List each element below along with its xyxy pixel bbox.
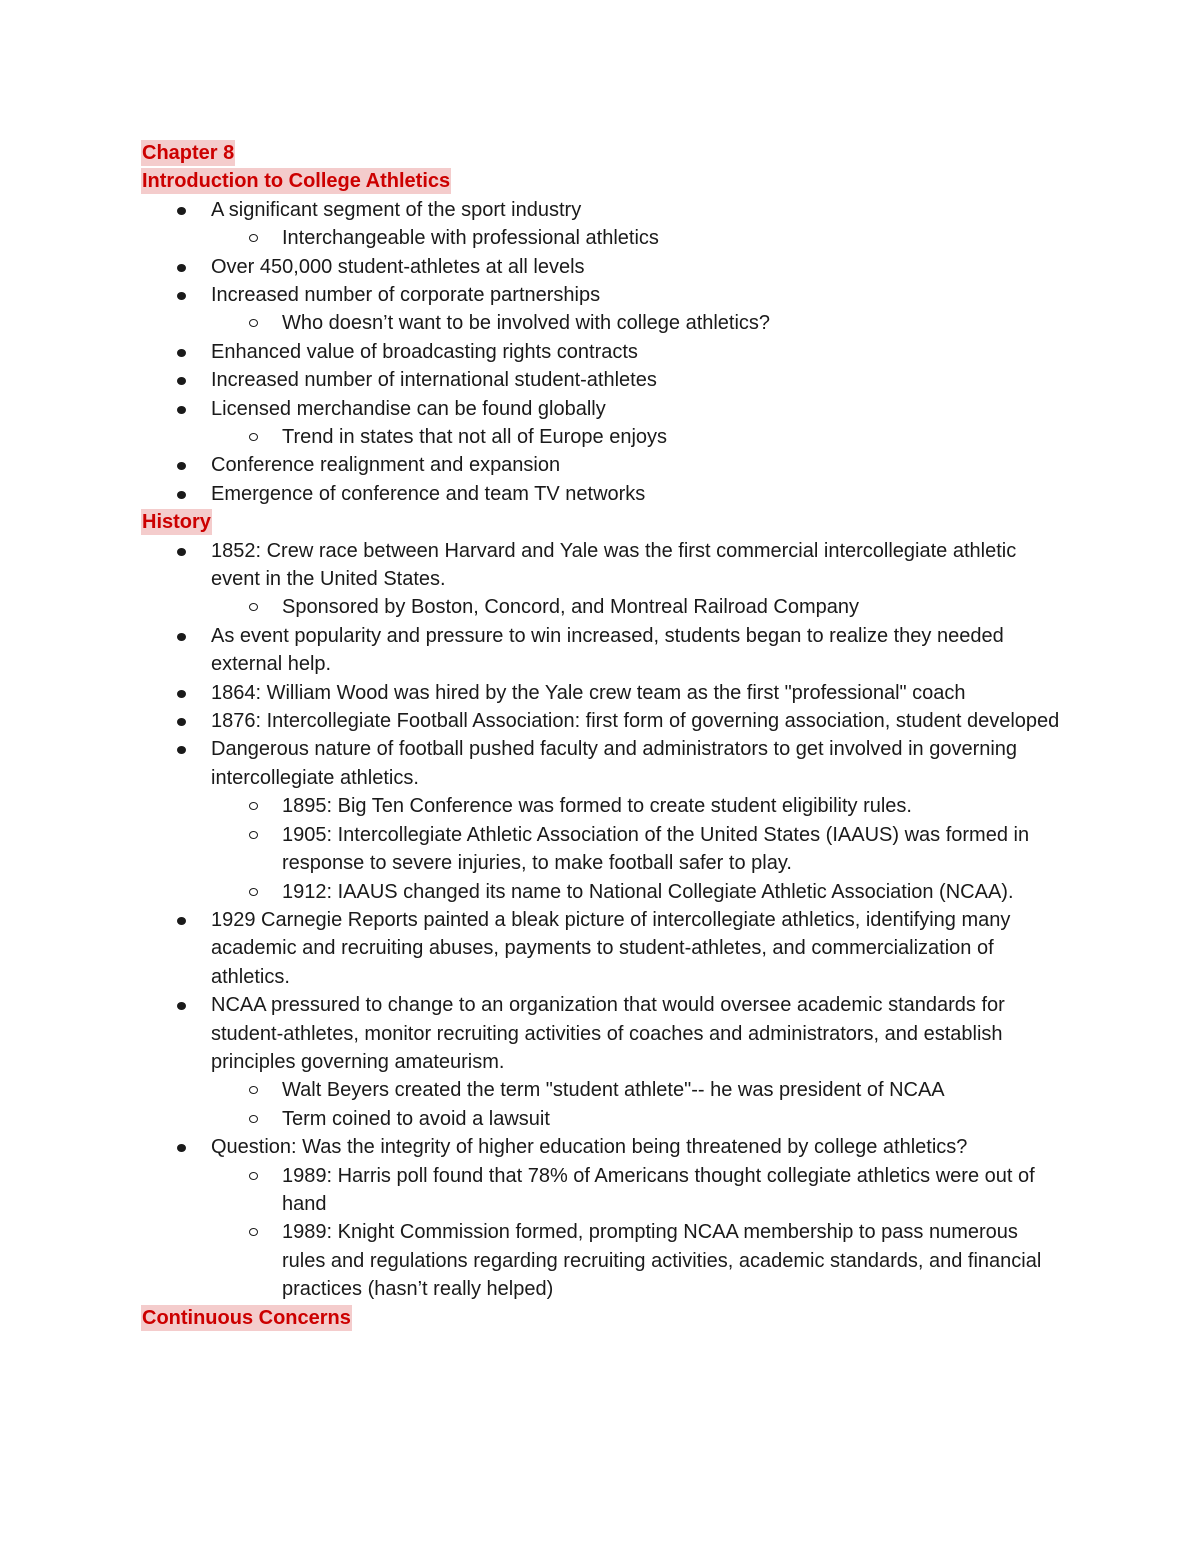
filled-bullet-icon xyxy=(177,207,186,215)
list-item-text: Over 450,000 student-athletes at all levels xyxy=(211,255,585,278)
section-heading: Continuous Concerns xyxy=(142,1306,351,1329)
list-item xyxy=(141,480,1061,508)
list-item xyxy=(141,679,1061,707)
sub-list-item-text: 1912: IAAUS changed its name to National Collegiate Athletic Association (NCAA). xyxy=(282,880,1014,903)
sub-list-item xyxy=(141,1162,1061,1219)
list-item-text: 1852: Crew race between Harvard and Yale was the first commercial intercollegiate athletic event in the United States. xyxy=(211,539,1017,591)
list-item xyxy=(141,196,1061,224)
filled-bullet-icon xyxy=(177,377,186,385)
list-item-text: 1929 Carnegie Reports painted a bleak picture of intercollegiate athletics, identifying many academic and recruiting abuses, payments to student-athletes, and commercialization of athletics. xyxy=(211,908,1011,988)
document-sections xyxy=(141,167,1061,1332)
hollow-bullet-icon xyxy=(249,603,258,611)
list-item-text: As event popularity and pressure to win increased, students began to realize they needed external help. xyxy=(211,624,1004,676)
list-item-text: A significant segment of the sport industry xyxy=(211,198,582,221)
list-item xyxy=(141,366,1061,394)
sub-list-item-text: Trend in states that not all of Europe enjoys xyxy=(282,426,668,449)
filled-bullet-icon xyxy=(177,718,186,726)
document-page xyxy=(141,139,1061,1332)
filled-bullet-icon xyxy=(177,746,186,754)
sub-list-item xyxy=(141,593,1061,621)
list-item-text: Emergence of conference and team TV networks xyxy=(211,482,646,505)
list-item-text: Licensed merchandise can be found globally xyxy=(211,397,606,420)
sub-list-item xyxy=(141,309,1061,337)
filled-bullet-icon xyxy=(177,349,186,357)
list-item xyxy=(141,707,1061,735)
filled-bullet-icon xyxy=(177,491,186,499)
list-item-text: Dangerous nature of football pushed faculty and administrators to get involved in governing intercollegiate athletics. xyxy=(211,738,1018,789)
filled-bullet-icon xyxy=(177,548,186,556)
list-item xyxy=(141,451,1061,479)
bullet-list xyxy=(141,196,1061,508)
list-item-text: 1864: William Wood was hired by the Yale crew team as the first "professional" coach xyxy=(211,681,966,704)
list-item-text: Enhanced value of broadcasting rights contracts xyxy=(211,340,638,363)
sub-list-item-text: 1989: Knight Commission formed, prompting NCAA membership to pass numerous rules and regulations regarding recruiting activities, academic standards, and financial practices (hasn’t really helped) xyxy=(282,1221,1042,1301)
hollow-bullet-icon xyxy=(249,1115,258,1123)
list-item xyxy=(141,906,1061,991)
hollow-bullet-icon xyxy=(249,1172,258,1180)
section-heading: History xyxy=(142,511,211,534)
list-item-text: Increased number of corporate partnerships xyxy=(211,284,601,306)
list-item xyxy=(141,395,1061,423)
sub-list-item xyxy=(141,792,1061,820)
filled-bullet-icon xyxy=(177,917,186,925)
hollow-bullet-icon xyxy=(249,831,258,839)
sub-list-item xyxy=(141,821,1061,878)
hollow-bullet-icon xyxy=(249,1086,258,1094)
list-item xyxy=(141,253,1061,281)
filled-bullet-icon xyxy=(177,1002,186,1010)
filled-bullet-icon xyxy=(177,292,186,300)
sub-list-item-text: Interchangeable with professional athletics xyxy=(282,227,659,250)
filled-bullet-icon xyxy=(177,406,186,414)
chapter-heading: Chapter 8 xyxy=(142,142,235,164)
list-item xyxy=(141,991,1061,1076)
filled-bullet-icon xyxy=(177,462,186,470)
list-item xyxy=(141,281,1061,309)
hollow-bullet-icon xyxy=(249,433,258,441)
sub-list-item-text: Who doesn’t want to be involved with college athletics? xyxy=(282,312,771,335)
filled-bullet-icon xyxy=(177,264,186,272)
list-item-text: Increased number of international student-athletes xyxy=(211,369,657,392)
section-heading: Introduction to College Athletics xyxy=(142,170,451,193)
filled-bullet-icon xyxy=(177,1144,186,1152)
sub-list-item xyxy=(141,1076,1061,1104)
list-item xyxy=(141,338,1061,366)
sub-list-item xyxy=(141,1218,1061,1303)
sub-list-item xyxy=(141,423,1061,451)
filled-bullet-icon xyxy=(177,690,186,698)
list-item-text: NCAA pressured to change to an organization that would oversee academic standards for student-athletes, monitor recruiting activities of coaches and administrators, and establish principles governing amateurism. xyxy=(211,994,1005,1073)
sub-list-item-text: Sponsored by Boston, Concord, and Montreal Railroad Company xyxy=(282,596,859,619)
list-item xyxy=(141,1133,1061,1161)
hollow-bullet-icon xyxy=(249,802,258,810)
list-item-text: Question: Was the integrity of higher education being threatened by college athletics? xyxy=(211,1136,968,1159)
sub-list-item xyxy=(141,224,1061,252)
sub-list-item xyxy=(141,1105,1061,1133)
hollow-bullet-icon xyxy=(249,319,258,327)
list-item xyxy=(141,622,1061,679)
sub-list-item-text: 1989: Harris poll found that 78% of Americans thought collegiate athletics were out of hand xyxy=(282,1164,1035,1215)
hollow-bullet-icon xyxy=(249,234,258,242)
bullet-list xyxy=(141,537,1061,1304)
sub-list-item-text: Walt Beyers created the term "student athlete"-- he was president of NCAA xyxy=(282,1079,945,1102)
hollow-bullet-icon xyxy=(249,1228,258,1236)
hollow-bullet-icon xyxy=(249,888,258,896)
list-item-text: Conference realignment and expansion xyxy=(211,454,561,477)
sub-list-item-text: 1905: Intercollegiate Athletic Association of the United States (IAAUS) was formed in response to severe injuries, to make football safer to play. xyxy=(282,823,1030,875)
sub-list-item-text: Term coined to avoid a lawsuit xyxy=(282,1107,550,1130)
list-item-text: 1876: Intercollegiate Football Association: first form of governing association, student developed xyxy=(211,710,1060,733)
filled-bullet-icon xyxy=(177,633,186,641)
sub-list-item-text: 1895: Big Ten Conference was formed to create student eligibility rules. xyxy=(282,795,912,818)
list-item xyxy=(141,735,1061,792)
list-item xyxy=(141,537,1061,594)
sub-list-item xyxy=(141,878,1061,906)
